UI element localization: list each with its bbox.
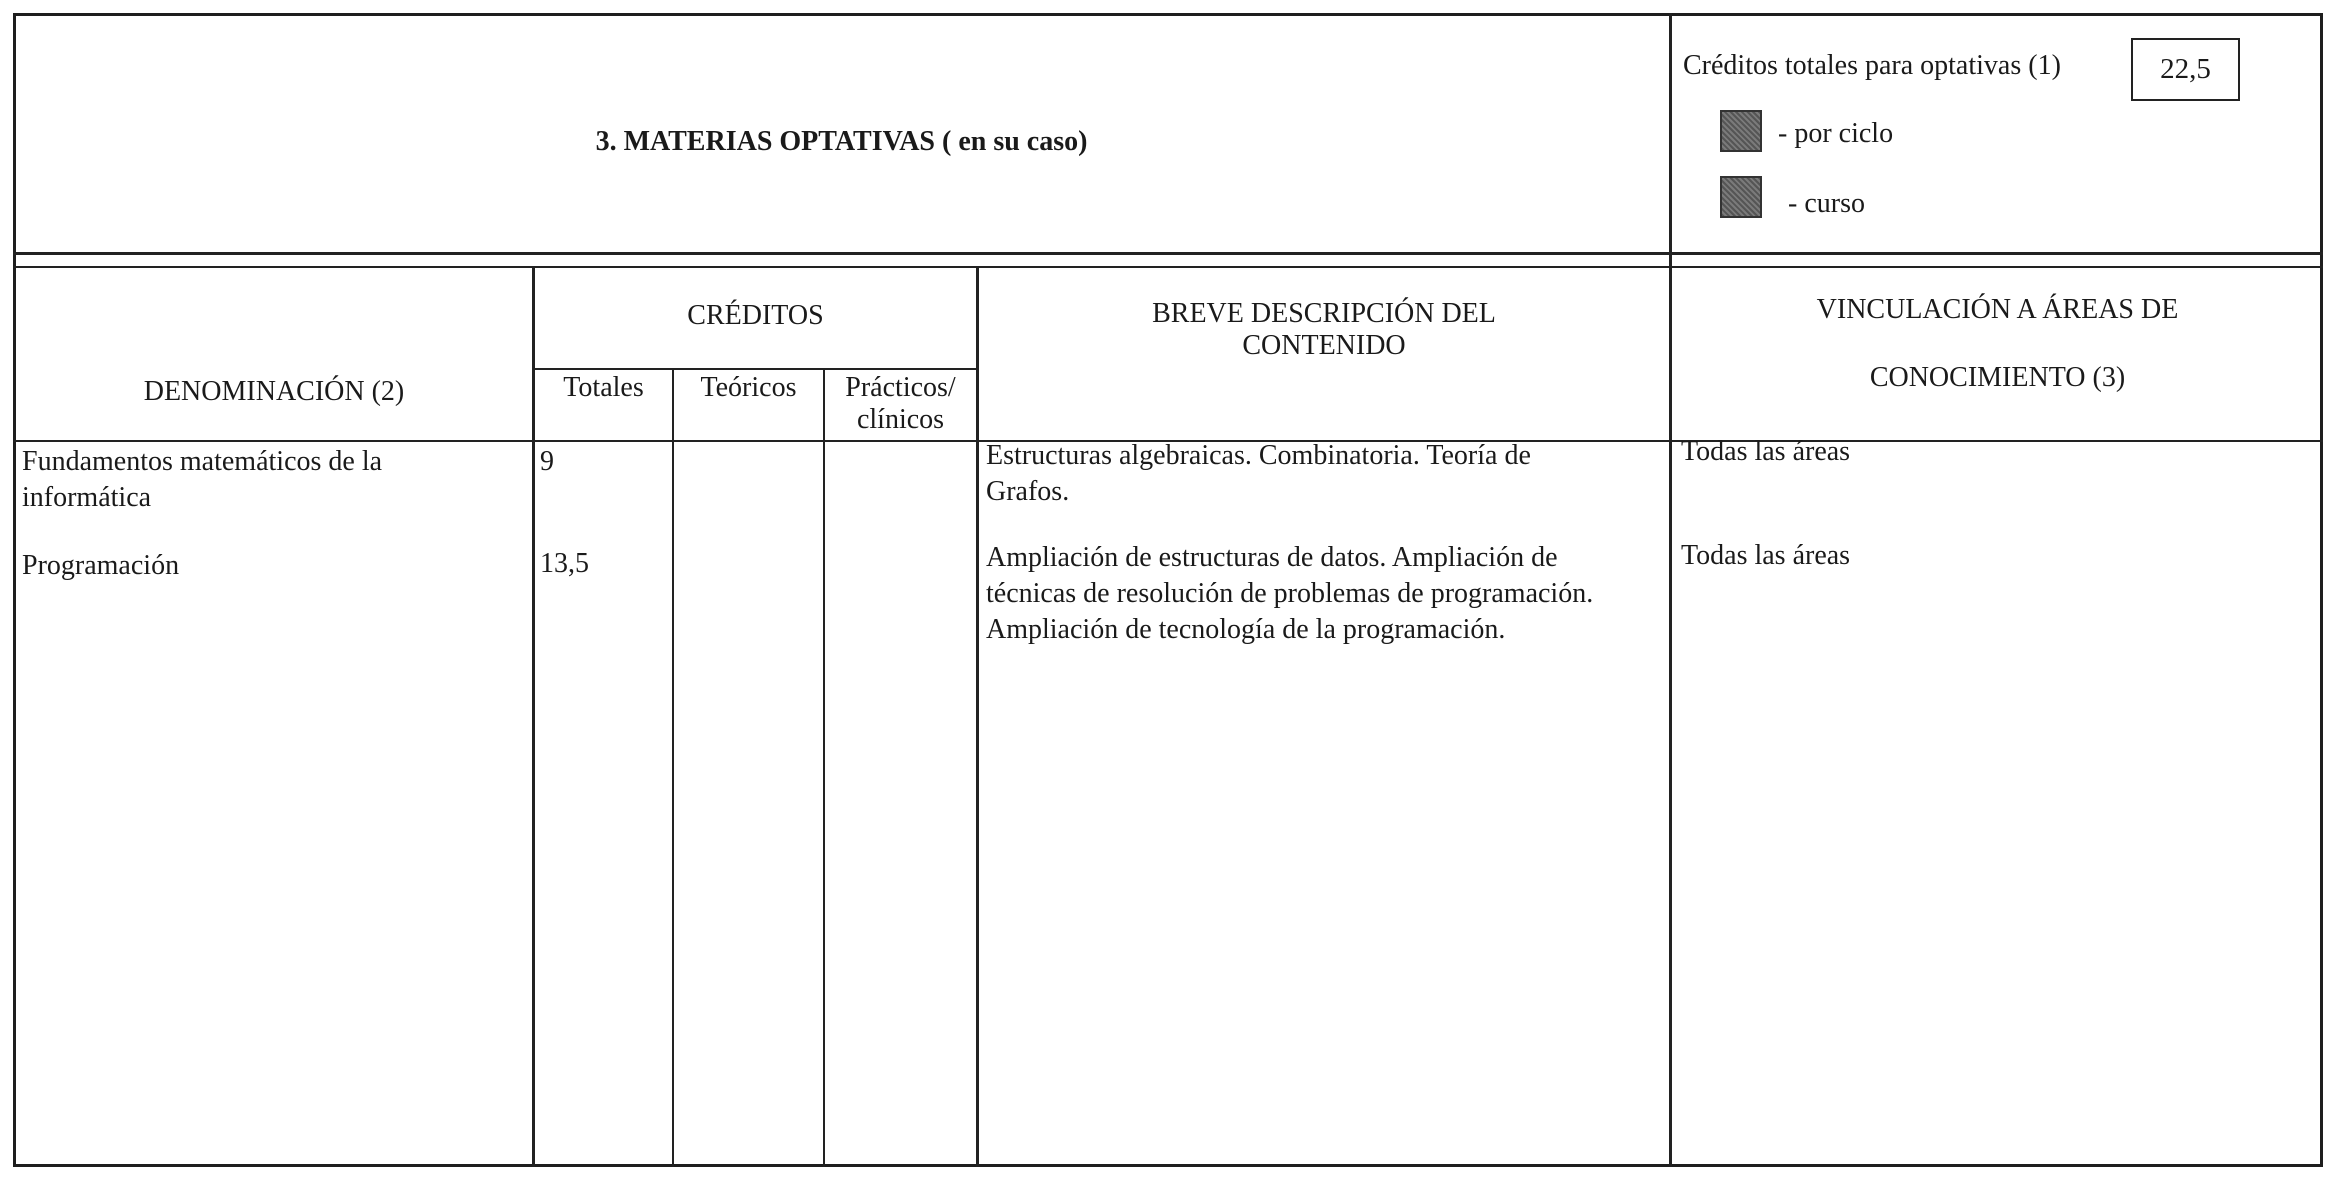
section-title: 3. MATERIAS OPTATIVAS ( en su caso) [595, 126, 1088, 157]
descripcion-line: Ampliación de estructuras de datos. Ampliación de [986, 542, 1558, 573]
column-header-divider [13, 266, 2323, 268]
col-divider-totales [672, 368, 674, 1167]
table-row-1-totales: 9 [540, 446, 554, 477]
legend-swatch-ciclo [1720, 110, 1762, 152]
column-header-vinculacion: VINCULACIÓN A ÁREAS DE [1816, 294, 2179, 325]
column-header-descripcion-2: CONTENIDO [1242, 330, 1406, 361]
descripcion-line: Grafos. [986, 476, 1070, 507]
column-header-teoricos: Teóricos [700, 372, 797, 403]
column-header-denominacion: DENOMINACIÓN (2) [143, 376, 405, 407]
column-header-practicos: Prácticos/ [845, 372, 956, 403]
table-row-1-vinculacion: Todas las áreas [1681, 436, 1851, 467]
col-divider-practicos [976, 266, 979, 1167]
column-header-descripcion: BREVE DESCRIPCIÓN DEL [1152, 298, 1496, 329]
denominacion-line: Programación [22, 550, 180, 581]
legend-label-ciclo: - por ciclo [1778, 118, 1894, 149]
table-row-2-vinculacion: Todas las áreas [1681, 540, 1851, 571]
denominacion-line: informática [22, 482, 152, 513]
credits-total-value: 22,5 [2131, 38, 2240, 101]
table-row-2-denominacion [22, 548, 179, 584]
legend-label-curso: - curso [1788, 188, 1865, 219]
header-right-divider [1669, 13, 1672, 1167]
column-header-vinculacion-2: CONOCIMIENTO (3) [1869, 362, 2126, 393]
table-row-1-descripcion [986, 438, 1531, 510]
col-divider-teoricos [823, 368, 825, 1167]
descripcion-line: técnicas de resolución de problemas de programación. [986, 578, 1594, 609]
table-row-2-descripcion [986, 540, 1593, 648]
table-row-2-totales: 13,5 [540, 548, 589, 579]
legend-swatch-curso [1720, 176, 1762, 218]
column-header-creditos: CRÉDITOS [687, 300, 824, 331]
denominacion-line: Fundamentos matemáticos de la [22, 446, 383, 477]
descripcion-line: Estructuras algebraicas. Combinatoria. Teoría de [986, 440, 1531, 471]
descripcion-line: Ampliación de tecnología de la programación. [986, 614, 1506, 645]
credits-total-label: Créditos totales para optativas (1) [1683, 50, 2061, 81]
table-row-1-denominacion [22, 444, 382, 516]
column-header-clinicos: clínicos [856, 404, 945, 435]
column-header-totales: Totales [563, 372, 644, 403]
header-divider [13, 252, 2323, 255]
